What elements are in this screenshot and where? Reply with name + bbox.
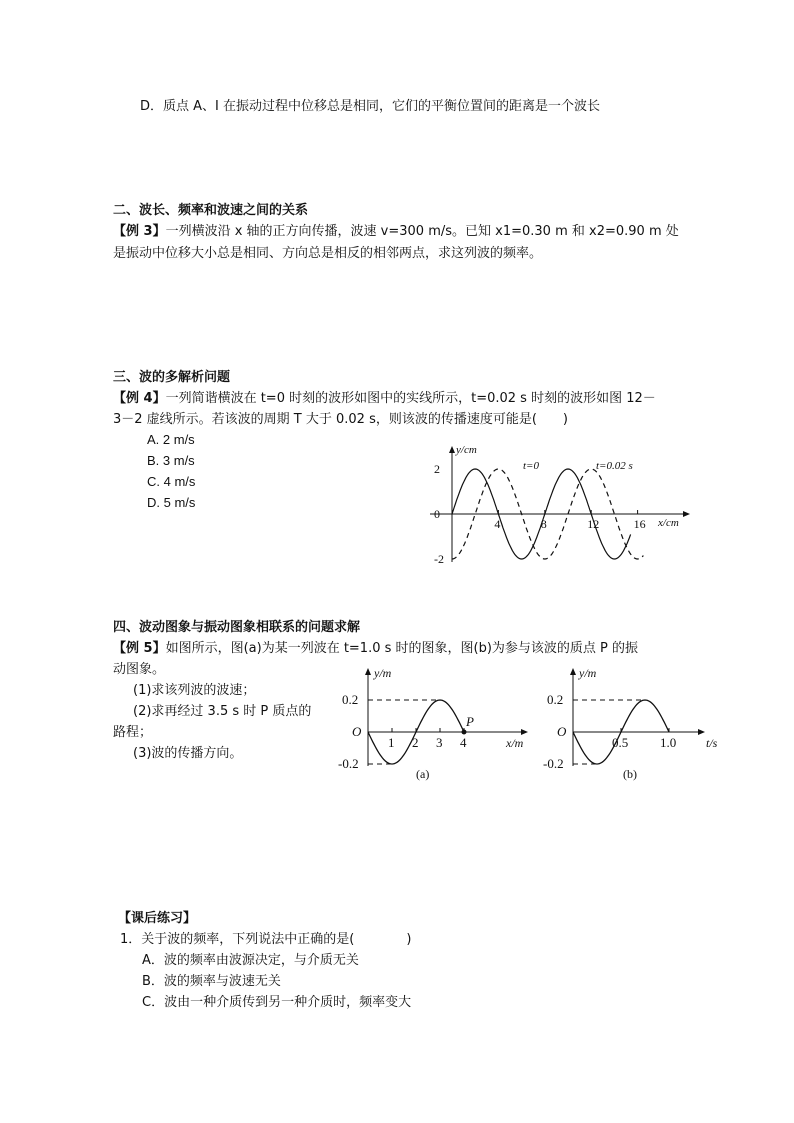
- example3-tag: 【例 3】: [113, 224, 166, 239]
- example5-q2b: 路程；: [113, 725, 153, 740]
- x-axis-label: x/m: [506, 736, 524, 750]
- example3-text1: 一列横波沿 x 轴的正方向传播，波速 v=300 m/s。已知 x1=0.30 m 和 x2=0.90 m 处: [165, 224, 679, 239]
- y-tick-label: -0.2: [543, 756, 564, 771]
- example5-q2a: (2)求再经过 3.5 s 时 P 质点的: [133, 704, 312, 719]
- example5-text1: 如图所示，图(a)为某一列波在 t=1.0 s 时的图象，图(b)为参与该波的质点 P 的振: [165, 641, 639, 656]
- y-axis-label: y/m: [579, 666, 597, 680]
- point-p-marker: [462, 730, 467, 735]
- wave-graph-a-chart: [330, 662, 540, 786]
- x-axis-arrow: [521, 729, 528, 735]
- example5-line1: [113, 638, 638, 660]
- x-tick-label: 4: [494, 517, 501, 531]
- homework-q1-option-b: B．波的频率与波速无关: [142, 974, 281, 989]
- t-tick-label: 1.0: [660, 735, 677, 750]
- t-axis-label: t/s: [706, 736, 718, 750]
- y-tick-label: 0.2: [342, 692, 359, 707]
- t-axis-arrow: [698, 729, 705, 735]
- section2-heading: 二、波长、频率和波速之间的关系: [113, 203, 309, 218]
- example3-line1: [113, 221, 679, 243]
- x-tick-label: 3: [436, 735, 443, 750]
- y-tick-label: -2: [434, 552, 444, 566]
- y-axis-arrow: [365, 668, 371, 675]
- example5-q1: (1)求该列波的波速；: [133, 683, 256, 698]
- y-axis-label: y/m: [374, 666, 392, 680]
- x-tick-label: 4: [460, 735, 467, 750]
- example5-q3: (3)波的传播方向。: [133, 746, 243, 761]
- example4-option-c: C. 4 m/s: [147, 474, 196, 489]
- homework-q1-option-c: C．波由一种介质传到另一种介质时，频率变大: [142, 995, 412, 1010]
- example3-line2: 是振动中位移大小总是相同、方向总是相反的相邻两点，求这列波的频率。: [113, 246, 543, 261]
- vibration-graph-b-chart: [535, 662, 735, 786]
- y-tick-label: -0.2: [338, 756, 359, 771]
- example4-option-d: D. 5 m/s: [147, 495, 196, 510]
- legend-t002: t=0.02 s: [596, 460, 633, 472]
- example4-tag: 【例 4】: [113, 391, 166, 406]
- point-p-label: P: [466, 714, 474, 729]
- x-tick-label: 12: [587, 517, 600, 531]
- y-axis-arrow: [570, 668, 576, 675]
- origin-label: O: [557, 724, 567, 739]
- homework-q1: 1．关于波的频率，下列说法中正确的是( ): [120, 932, 412, 947]
- example5-tag: 【例 5】: [113, 641, 166, 656]
- chart-caption: (b): [623, 767, 637, 781]
- example4-line2: 3－2 虚线所示。若该波的周期 T 大于 0.02 s，则该波的传播速度可能是( ): [113, 412, 569, 427]
- example4-line1: [113, 388, 656, 410]
- example5-line2: 动图象。: [113, 662, 166, 677]
- y-axis-label: y/cm: [456, 444, 477, 456]
- wave-graph-chart: [420, 440, 700, 570]
- y-tick-label: 0: [434, 507, 440, 521]
- section4-heading: 四、波动图象与振动图象相联系的问题求解: [113, 620, 361, 635]
- x-axis-label: x/cm: [658, 517, 679, 529]
- x-tick-label: 1: [388, 735, 395, 750]
- example4-option-a: A. 2 m/s: [147, 432, 195, 447]
- legend-t0: t=0: [523, 460, 539, 472]
- homework-q1-option-a: A．波的频率由波源决定，与介质无关: [142, 953, 359, 968]
- chart-caption: (a): [416, 767, 430, 781]
- origin-label: O: [352, 724, 362, 739]
- example4-option-b: B. 3 m/s: [147, 453, 195, 468]
- section3-heading: 三、波的多解析问题: [113, 370, 231, 385]
- homework-heading: 【课后练习】: [118, 911, 197, 926]
- x-tick-label: 2: [412, 735, 419, 750]
- y-tick-label: 2: [434, 462, 440, 476]
- x-tick-label: 16: [633, 517, 646, 531]
- x-tick-label: 8: [540, 517, 547, 531]
- prev-option-d: D．质点 A、I 在振动过程中位移总是相同，它们的平衡位置间的距离是一个波长: [140, 99, 601, 114]
- y-tick-label: 0.2: [547, 692, 564, 707]
- example4-text1: 一列简谐横波在 t=0 时刻的波形如图中的实线所示，t=0.02 s 时刻的波形如图 12－: [165, 391, 656, 406]
- y-axis-arrow: [449, 446, 455, 453]
- t-tick-label: 0.5: [612, 735, 629, 750]
- x-axis-arrow: [683, 511, 690, 517]
